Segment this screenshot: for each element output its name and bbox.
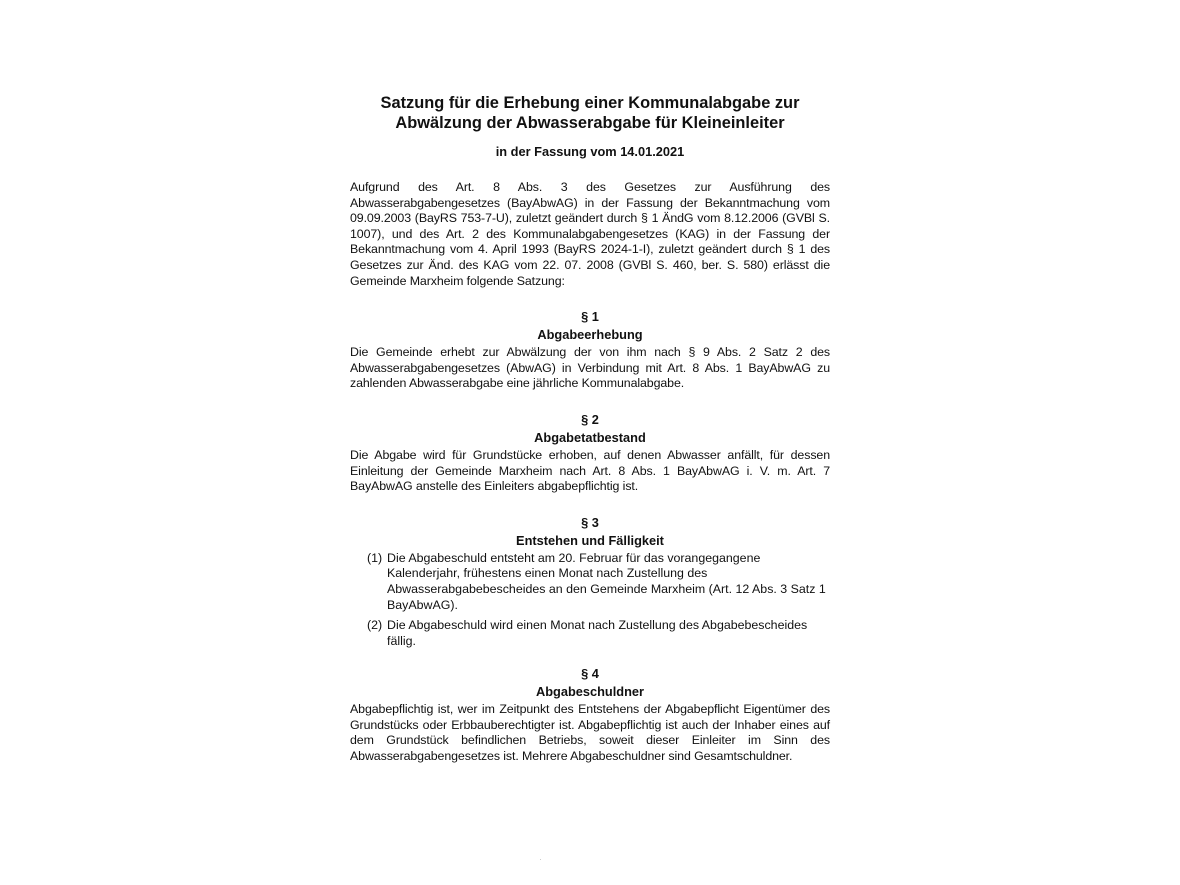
list-item-text: Die Abgabeschuld wird einen Monat nach Zustellung des Abgabebescheides fällig.	[387, 618, 808, 648]
section-3-heading: Entstehen und Fälligkeit	[516, 532, 664, 548]
document-title	[350, 94, 830, 133]
section-4-text: Abgabepflichtig ist, wer im Zeitpunkt des Entstehens der Abgabepflicht Eigentümer des Grundstücks oder Erbbauberechtigter ist. Abgabepflichtig ist auch der Inhaber eines auf dem Grundstück befindlichen Betriebs, soweit dieser Einleiter im Sinn des Abwasserabgabengesetzes ist. Mehrere Abgabeschuldner sind Gesamtschuldner.	[350, 702, 830, 764]
section-2-number: § 2	[581, 411, 599, 427]
section-4	[350, 666, 830, 764]
section-4-number: § 4	[581, 666, 599, 682]
scan-speck	[540, 859, 541, 860]
section-3-number: § 3	[581, 514, 599, 530]
section-2-heading: Abgabetatbestand	[534, 429, 646, 445]
preamble-paragraph: Aufgrund des Art. 8 Abs. 3 des Gesetzes zur Ausführung des Abwasserabgabengesetzes (BayAbwAG) in der Fassung der Bekanntmachung vom 09.09.2003 (BayRS 753-7-U), zuletzt geändert durch § 1 ÄndG vom 8.12.2006 (GVBl S. 1007), und des Art. 2 des Kommunalabgabengesetzes (KAG) in der Fassung der Bekanntmachung vom 4. April 1993 (BayRS 2024-1-I), zuletzt geändert durch § 1 des Gesetzes zur Änd. des KAG vom 22. 07. 2008 (GVBl S. 460, ber. S. 580) erlässt die Gemeinde Marxheim folgende Satzung:	[350, 180, 830, 288]
section-1-heading: Abgabeerhebung	[537, 327, 643, 343]
document-content	[350, 94, 830, 765]
title-line-1: Satzung für die Erhebung einer Kommunalabgabe zur	[380, 94, 800, 112]
list-item	[367, 551, 830, 613]
document-subtitle: in der Fassung vom 14.01.2021	[495, 144, 685, 159]
section-1-number: § 1	[581, 309, 599, 325]
section-2	[350, 412, 830, 495]
section-3-list	[350, 551, 830, 650]
list-item-text: Die Abgabeschuld entsteht am 20. Februar für das vorangegangene Kalenderjahr, frühestens einen Monat nach Zustellung des Abwasserabgabebescheides an den Gemeinde Marxheim (Art. 12 Abs. 3 Satz 1 BayAbwAG).	[387, 550, 826, 612]
section-1-text: Die Gemeinde erhebt zur Abwälzung der von ihm nach § 9 Abs. 2 Satz 2 des Abwasserabgabengesetzes (AbwAG) in Verbindung mit Art. 8 Abs. 1 BayAbwAG zu zahlenden Abwasserabgabe eine jährliche Kommunalabgabe.	[350, 345, 830, 391]
section-4-heading: Abgabeschuldner	[535, 684, 645, 700]
section-2-text: Die Abgabe wird für Grundstücke erhoben, auf denen Abwasser anfällt, für dessen Einleitung der Gemeinde Marxheim nach Art. 8 Abs. 1 BayAbwAG i. V. m. Art. 7 BayAbwAG anstelle des Einleiters abgabepflichtig ist.	[350, 447, 830, 494]
title-line-2: Abwälzung der Abwasserabgabe für Kleineinleiter	[395, 113, 785, 132]
list-item	[367, 618, 830, 649]
section-1	[350, 309, 830, 392]
section-3	[350, 515, 830, 650]
list-item-marker: (1)	[367, 550, 383, 565]
list-item-marker: (2)	[367, 618, 383, 633]
